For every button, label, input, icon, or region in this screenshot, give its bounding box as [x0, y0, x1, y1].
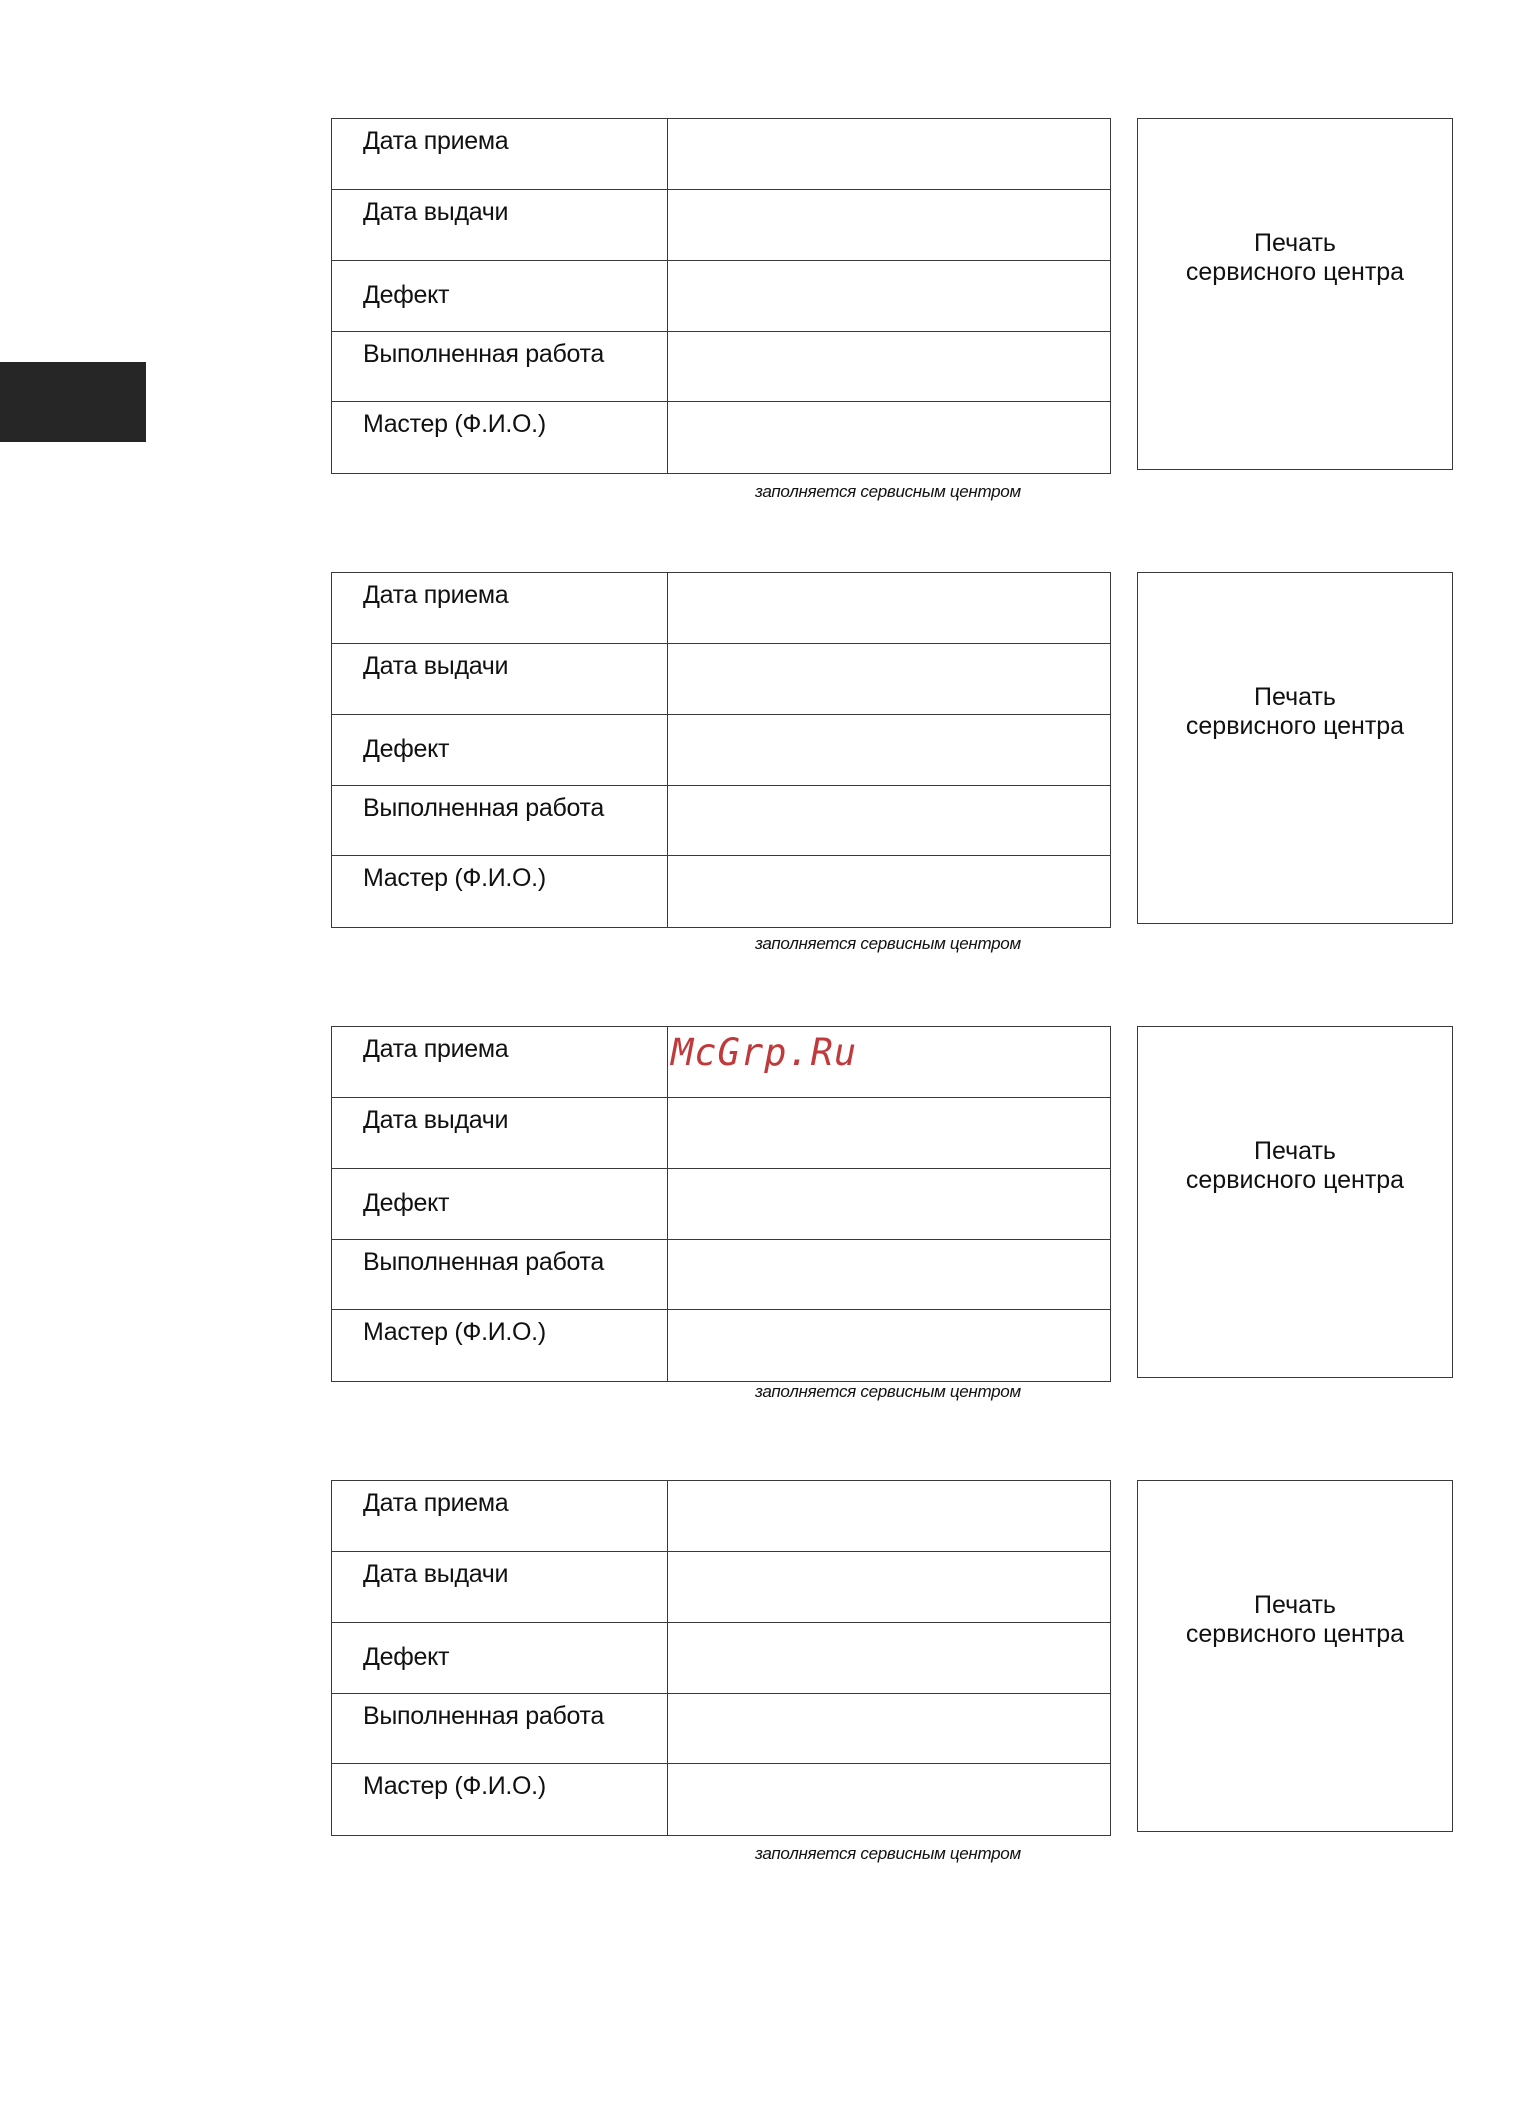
label-cell — [332, 1027, 668, 1098]
value-date-issued[interactable] — [668, 644, 1111, 715]
label-cell — [332, 644, 668, 715]
label-cell — [332, 1240, 668, 1310]
table-row — [332, 119, 1111, 190]
label-cell — [332, 1552, 668, 1623]
filled-by-service-center-note: заполняется сервисным центром — [755, 934, 1021, 953]
table-row — [332, 1481, 1111, 1552]
stamp-label-line-1: Печать — [1254, 683, 1336, 711]
label-technician: Мастер (Ф.И.О.) — [363, 1318, 546, 1346]
service-record-section-4 — [331, 1480, 1455, 1864]
table-row — [332, 1552, 1111, 1623]
stamp-label — [1138, 1591, 1452, 1649]
value-date-received[interactable] — [668, 1027, 1111, 1098]
label-cell — [332, 1481, 668, 1552]
label-cell — [332, 1098, 668, 1169]
stamp-label — [1138, 229, 1452, 287]
stamp-label-line-2: сервисного центра — [1185, 258, 1405, 286]
label-cell — [332, 715, 668, 786]
table-row — [332, 332, 1111, 402]
label-cell — [332, 1623, 668, 1694]
table-row — [332, 190, 1111, 261]
label-work-done: Выполненная работа — [363, 794, 604, 822]
filled-by-service-center-note: заполняется сервисным центром — [755, 1844, 1021, 1863]
service-record-table — [331, 572, 1111, 928]
value-technician[interactable] — [668, 1764, 1111, 1836]
label-date-received: Дата приема — [363, 127, 509, 155]
label-work-done: Выполненная работа — [363, 1702, 604, 1730]
label-defect: Дефект — [363, 281, 450, 309]
value-work-done[interactable] — [668, 1694, 1111, 1764]
label-cell — [332, 402, 668, 474]
value-technician[interactable] — [668, 402, 1111, 474]
value-technician[interactable] — [668, 856, 1111, 928]
service-record-table — [331, 1480, 1111, 1836]
value-defect[interactable] — [668, 715, 1111, 786]
stamp-label-line-1: Печать — [1254, 229, 1336, 257]
value-date-issued[interactable] — [668, 1552, 1111, 1623]
value-date-issued[interactable] — [668, 190, 1111, 261]
label-cell — [332, 1310, 668, 1382]
label-cell — [332, 332, 668, 402]
label-technician: Мастер (Ф.И.О.) — [363, 864, 546, 892]
label-cell — [332, 1764, 668, 1836]
label-date-received: Дата приема — [363, 1035, 509, 1063]
label-cell — [332, 1694, 668, 1764]
stamp-label-line-2: сервисного центра — [1185, 1166, 1405, 1194]
label-date-issued: Дата выдачи — [363, 198, 509, 226]
stamp-label-line-1: Печать — [1254, 1591, 1336, 1619]
label-cell — [332, 190, 668, 261]
table-row — [332, 1098, 1111, 1169]
value-defect[interactable] — [668, 261, 1111, 332]
value-work-done[interactable] — [668, 1240, 1111, 1310]
value-work-done[interactable] — [668, 332, 1111, 402]
value-technician[interactable] — [668, 1310, 1111, 1382]
value-work-done[interactable] — [668, 786, 1111, 856]
label-defect: Дефект — [363, 1643, 450, 1671]
value-date-received[interactable] — [668, 1481, 1111, 1552]
label-work-done: Выполненная работа — [363, 1248, 604, 1276]
label-work-done: Выполненная работа — [363, 340, 604, 368]
table-row — [332, 856, 1111, 928]
label-date-received: Дата приема — [363, 1489, 509, 1517]
value-defect[interactable] — [668, 1623, 1111, 1694]
value-date-received[interactable] — [668, 119, 1111, 190]
label-cell — [332, 1169, 668, 1240]
stamp-label — [1138, 1137, 1452, 1195]
side-tab-marker — [0, 362, 146, 442]
table-row — [332, 402, 1111, 474]
table-row — [332, 1169, 1111, 1240]
service-record-table — [331, 118, 1111, 474]
value-defect[interactable] — [668, 1169, 1111, 1240]
label-cell — [332, 786, 668, 856]
service-center-stamp-box — [1137, 1480, 1453, 1832]
table-row — [332, 1240, 1111, 1310]
label-date-received: Дата приема — [363, 581, 509, 609]
filled-by-service-center-note: заполняется сервисным центром — [755, 482, 1021, 501]
table-row — [332, 715, 1111, 786]
service-record-section-2 — [331, 572, 1455, 956]
site-watermark: McGrp.Ru — [671, 1031, 858, 1074]
label-technician: Мастер (Ф.И.О.) — [363, 410, 546, 438]
stamp-label — [1138, 683, 1452, 741]
service-record-section-3 — [331, 1026, 1455, 1410]
label-date-issued: Дата выдачи — [363, 1106, 509, 1134]
service-center-stamp-box — [1137, 1026, 1453, 1378]
table-row — [332, 1310, 1111, 1382]
table-row — [332, 261, 1111, 332]
label-defect: Дефект — [363, 735, 450, 763]
table-row — [332, 1623, 1111, 1694]
label-cell — [332, 261, 668, 332]
label-date-issued: Дата выдачи — [363, 652, 509, 680]
table-row — [332, 1694, 1111, 1764]
stamp-label-line-2: сервисного центра — [1185, 712, 1405, 740]
filled-by-service-center-note: заполняется сервисным центром — [755, 1382, 1021, 1401]
value-date-issued[interactable] — [668, 1098, 1111, 1169]
service-center-stamp-box — [1137, 118, 1453, 470]
service-center-stamp-box — [1137, 572, 1453, 924]
label-technician: Мастер (Ф.И.О.) — [363, 1772, 546, 1800]
value-date-received[interactable] — [668, 573, 1111, 644]
label-cell — [332, 119, 668, 190]
label-cell — [332, 856, 668, 928]
table-row — [332, 573, 1111, 644]
stamp-label-line-2: сервисного центра — [1185, 1620, 1405, 1648]
service-record-section-1 — [331, 118, 1455, 502]
label-date-issued: Дата выдачи — [363, 1560, 509, 1588]
table-row — [332, 644, 1111, 715]
table-row — [332, 1027, 1111, 1098]
stamp-label-line-1: Печать — [1254, 1137, 1336, 1165]
table-row — [332, 1764, 1111, 1836]
label-defect: Дефект — [363, 1189, 450, 1217]
service-record-table — [331, 1026, 1111, 1382]
label-cell — [332, 573, 668, 644]
table-row — [332, 786, 1111, 856]
